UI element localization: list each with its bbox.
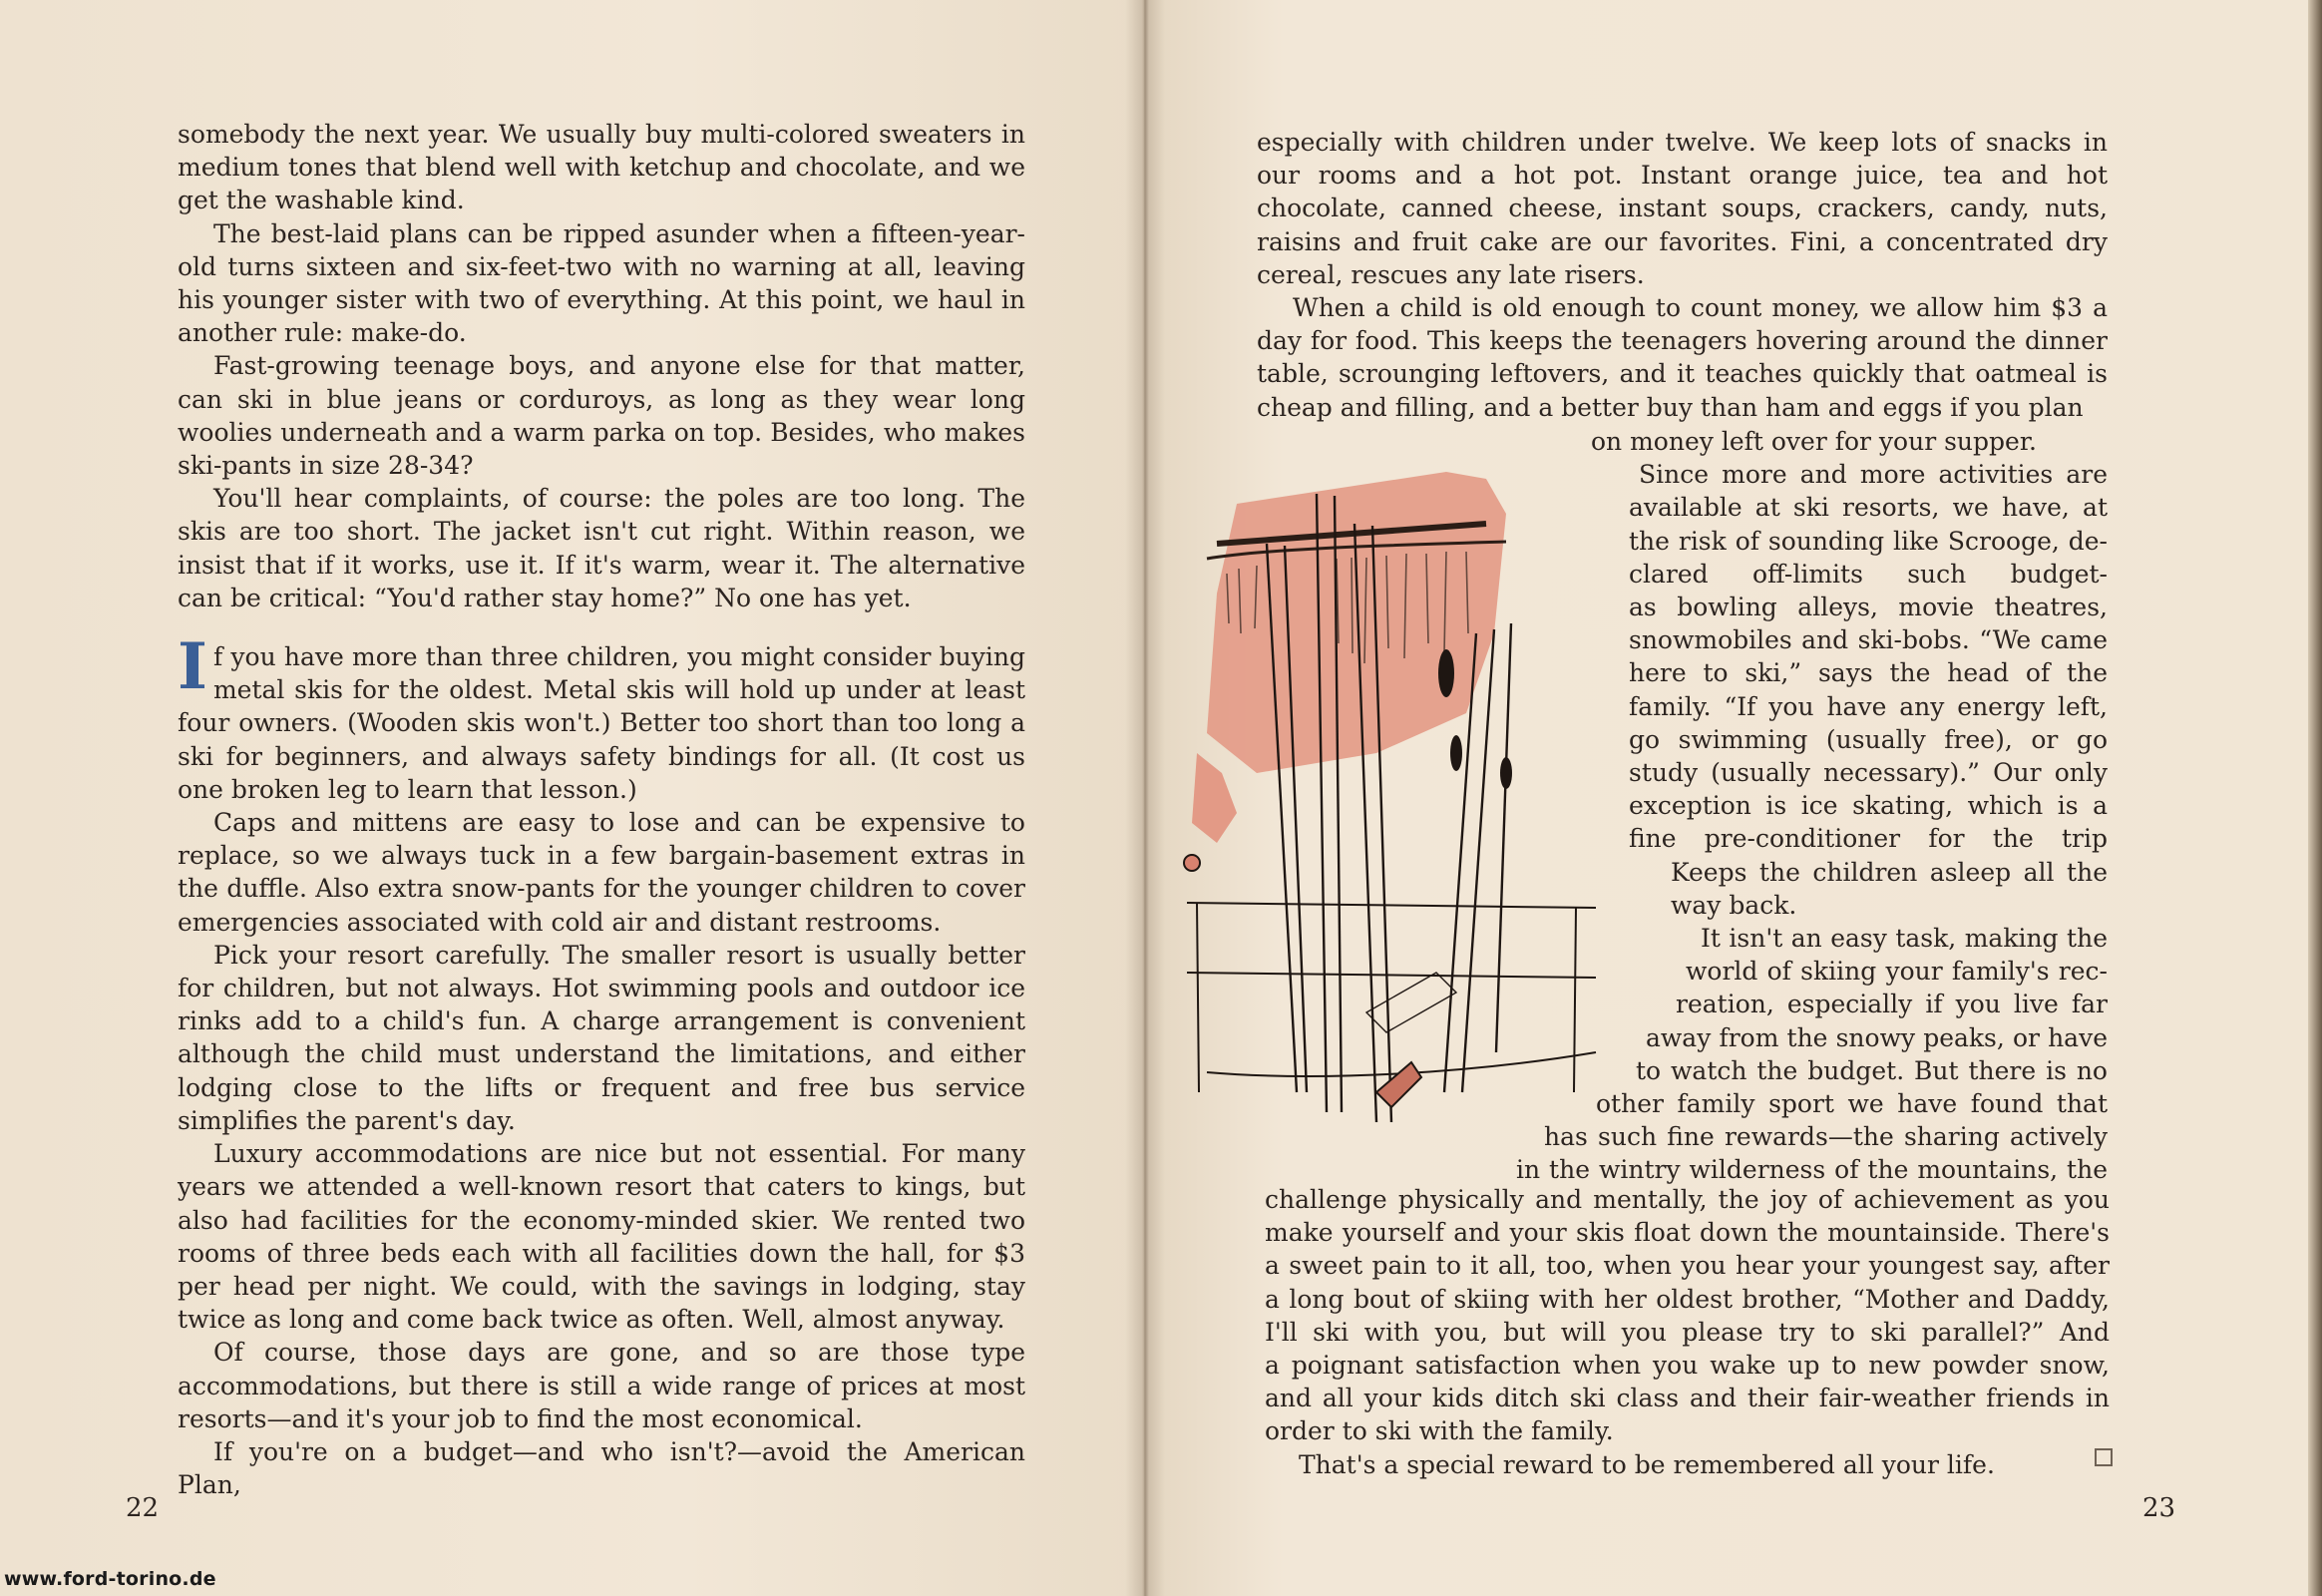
text-line: fine pre-conditioner for the trip: [1629, 824, 2108, 854]
skis-illustration: [1177, 454, 1606, 1172]
paragraph: You'll hear complaints, of course: the poles are too long. The skis are too short. The jacket isn't cut right. Within reason, we insist that if it works, use it. If it's warm, wear it. The alternative can be critical: “You'd rather stay home?” No one has yet.: [178, 484, 1025, 612]
text-line: I'll ski with you, but will you please try to ski parallel?” And: [1265, 1317, 2110, 1347]
paragraph: somebody the next year. We usually buy multi-colored sweaters in medium tones that blend well with ketchup and chocolate, and we get the washable kind.: [178, 120, 1025, 215]
text-line: family. “If you have any energy left,: [1629, 691, 2108, 721]
paragraph: Luxury accommodations are nice but not essential. For many years we attended a well-known resort that caters to kings, but also had facilities for the economy-minded skier. We rented two rooms of three beds each with all facilities down the hall, for $3 per head per night. We could, with the savings in lodging, stay twice as long and come back twice as often. Well, almost anyway.: [178, 1139, 1025, 1335]
text-line: challenge physically and mentally, the joy of achievement as you: [1265, 1185, 2110, 1214]
end-mark-box: [2095, 1448, 2113, 1466]
text-line: the risk of sounding like Scrooge, de-: [1629, 526, 2108, 556]
page-number-right: 23: [2142, 1493, 2176, 1523]
text-line: exception is ice skating, which is a: [1629, 791, 2108, 821]
drop-cap: I: [178, 629, 207, 705]
text-line: reation, especially if you live far: [1676, 990, 2108, 1019]
text-line: go swimming (usually free), or go: [1629, 724, 2108, 754]
text-line: a poignant satisfaction when you wake up to new powder snow,: [1265, 1351, 2110, 1380]
paragraph: Fast-growing teenage boys, and anyone else for that matter, can ski in blue jeans or corduroys, as long as they wear long woolies underneath and a warm parka on top. Besides, who makes ski-pants in size 28-34?: [178, 351, 1025, 481]
text-line: a sweet pain to it all, too, when you hear your youngest say, after: [1265, 1251, 2110, 1281]
text-line: study (usually necessary).” Our only: [1629, 758, 2108, 787]
paragraph: The best-laid plans can be ripped asunder when a fifteen-year-old turns sixteen and six-feet-two with no warning at all, leaving his younger sister with two of everything. At this point, we haul in another rule: make-do.: [178, 218, 1025, 348]
paragraph: Of course, those days are gone, and so are those type accommodations, but there is still a wide range of prices at most resorts—and it's your job to find the most economical.: [178, 1338, 1025, 1433]
text-line: clared off-limits such budget-: [1629, 559, 2108, 589]
paragraph-body: f you have more than three children, you might consider buying metal skis for the oldest. Metal skis will hold up under at least four owners. (Wooden skis won't.) Better too short than too long a ski for beginners, and always safety bindings for all. (It cost us one broken leg to learn that lesson.): [178, 642, 1025, 804]
section-start-paragraph: [178, 629, 1025, 806]
text-line: order to ski with the family.: [1265, 1416, 1614, 1446]
text-line: That's a special reward to be remembered all your life.: [1299, 1449, 1995, 1479]
text-line: available at ski resorts, we have, at: [1629, 493, 2108, 523]
text-line: as bowling alleys, movie theatres,: [1629, 593, 2108, 621]
text-line: make yourself and your skis float down the mountainside. There's: [1265, 1218, 2110, 1248]
text-line: It isn't an easy task, making the: [1701, 924, 2108, 953]
text-line: other family sport we have found that: [1596, 1089, 2108, 1118]
text-line: a long bout of skiing with her oldest brother, “Mother and Daddy,: [1265, 1284, 2110, 1314]
text-line: here to ski,” says the head of the: [1629, 658, 2108, 688]
page-number-left: 22: [126, 1493, 160, 1523]
text-line: away from the snowy peaks, or have: [1646, 1022, 2108, 1052]
paragraph: If you're on a budget—and who isn't?—avoid the American Plan,: [178, 1436, 1025, 1500]
text-line: on money left over for your supper.: [1591, 427, 2037, 456]
paragraph: Caps and mittens are easy to lose and can be expensive to replace, so we always tuck in a few bargain-basement extras in the duffle. Also extra snow-pants for the younger children to cover emergencies associated with cold air and distant restrooms.: [178, 808, 1025, 937]
text-line: has such fine rewards—the sharing actively: [1544, 1122, 2108, 1152]
page-edge: [2308, 0, 2322, 1596]
text-line: in the wintry wilderness of the mountains, the: [1516, 1155, 2108, 1185]
text-line: and all your kids ditch ski class and their fair-weather friends in: [1265, 1384, 2110, 1413]
text-line: world of skiing your family's rec-: [1686, 957, 2108, 987]
text-line: way back.: [1671, 890, 1797, 920]
paragraph: When a child is old enough to count money, we allow him $3 a day for food. This keeps the teenagers hovering around the dinner table, scrounging leftovers, and it teaches quickly that oatmeal is cheap and filling, and a better buy than ham and eggs if you plan: [1257, 293, 2108, 422]
left-page-text: [178, 118, 1025, 1501]
watermark-url: www.ford-torino.de: [4, 1568, 216, 1590]
text-line: snowmobiles and ski-bobs. “We came: [1629, 625, 2108, 655]
book-gutter: [1125, 0, 1165, 1596]
text-line: to watch the budget. But there is no: [1636, 1055, 2108, 1085]
paragraph: especially with children under twelve. We keep lots of snacks in our rooms and a hot pot. Instant orange juice, tea and hot chocolate, canned cheese, instant soups, crackers, candy, nuts, raisins and fruit cake are our favorites. Fini, a concentrated dry cereal, rescues any late risers.: [1257, 128, 2108, 289]
text-line: Keeps the children asleep all the: [1671, 857, 2108, 887]
text-line: Since more and more activities are: [1639, 460, 2108, 490]
paragraph: Pick your resort carefully. The smaller resort is usually better for children, but not always. Hot swimming pools and outdoor ice rinks add to a child's fun. A charge arrangement is convenient although the child must understand the limitations, and either lodging close to the lifts or frequent and free bus service simplifies the parent's day.: [178, 940, 1025, 1135]
right-page-text-top: [1257, 126, 2108, 424]
